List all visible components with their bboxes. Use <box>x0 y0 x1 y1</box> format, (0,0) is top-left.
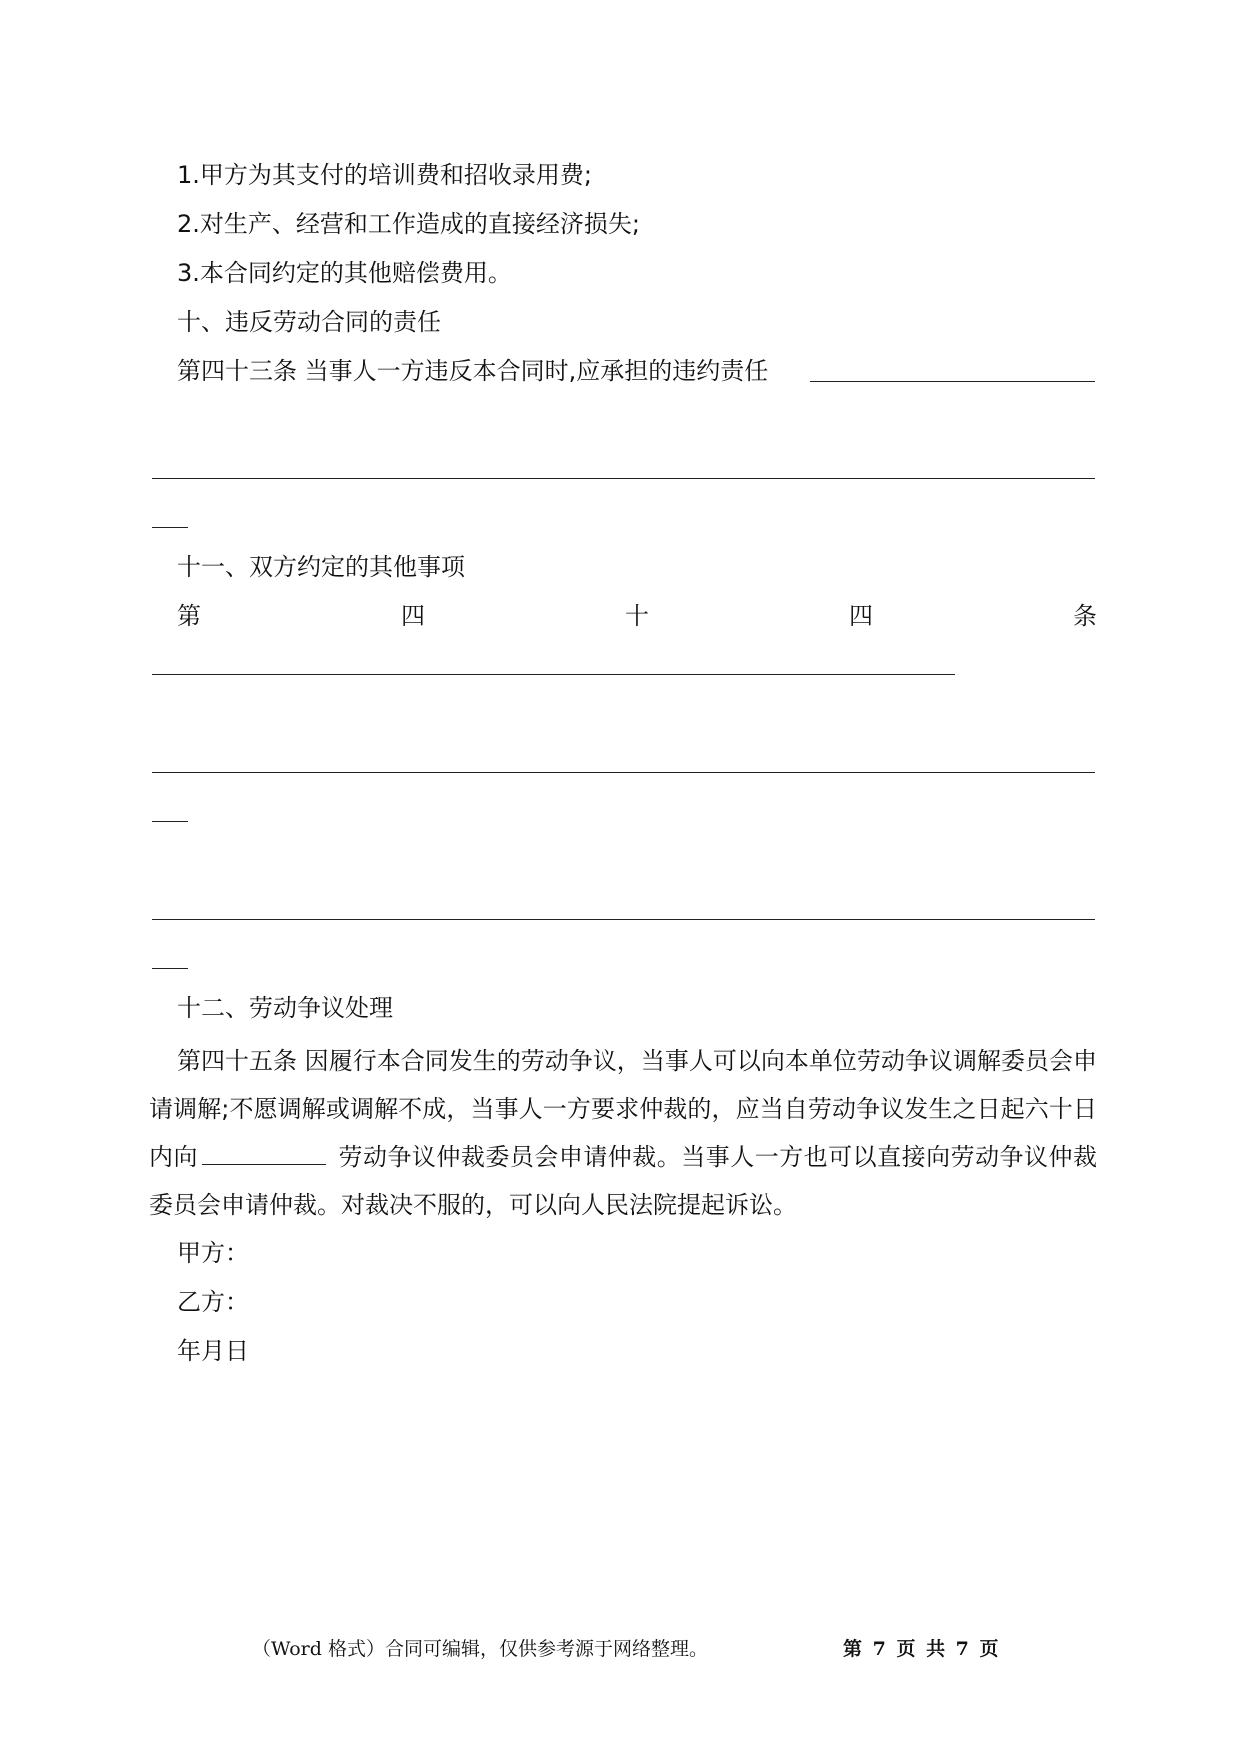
section-11-heading: 十一、双方约定的其他事项 <box>177 553 465 581</box>
fill-blank-line <box>152 919 1095 920</box>
article-44 <box>177 601 1097 631</box>
fill-blank-line <box>152 821 188 822</box>
fill-blank-line <box>152 674 955 675</box>
section-12-heading: 十二、劳动争议处理 <box>177 994 393 1022</box>
signature-date: 年月日 <box>177 1337 249 1365</box>
article-45-text-after: 劳动争议仲裁委员会申请仲裁。当事人一方也可以直接向劳动争议仲裁委员会申请仲裁。对裁决不服的，可以向人民法院提起诉讼。 <box>149 1143 1098 1219</box>
article-43: 第四十三条 当事人一方违反本合同时,应承担的违约责任 <box>177 357 769 385</box>
article-44-char: 第 <box>177 602 201 630</box>
fill-blank-line <box>152 527 188 528</box>
article-44-char: 条 <box>1073 602 1097 630</box>
article-45-text-before: 第四十五条 因履行本合同发生的劳动争议，当事人可以向本单位劳动争议调解委员会申请调解;不愿调解或调解不成，当事人一方要求仲裁的，应当自劳动争议发生之日起六十日内向 <box>149 1047 1097 1171</box>
fill-blank-line <box>810 381 1095 382</box>
section-10-heading: 十、违反劳动合同的责任 <box>177 308 441 336</box>
article-44-char: 四 <box>849 602 873 630</box>
footer-note: （Word 格式）合同可编辑，仅供参考源于网络整理。 <box>252 1638 708 1660</box>
item-1: 1.甲方为其支付的培训费和招收录用费; <box>177 161 592 189</box>
article-44-char: 十 <box>625 602 649 630</box>
item-2: 2.对生产、经营和工作造成的直接经济损失; <box>177 210 640 238</box>
fill-blank-line <box>152 968 188 969</box>
party-a-label: 甲方： <box>177 1239 249 1267</box>
item-3: 3.本合同约定的其他赔偿费用。 <box>177 259 512 287</box>
fill-blank-line <box>152 478 1095 479</box>
article-44-char: 四 <box>401 602 425 630</box>
footer-page-number: 第 7 页 共 7 页 <box>843 1638 999 1660</box>
party-b-label: 乙方： <box>177 1288 249 1316</box>
fill-blank-line <box>152 772 1095 773</box>
article-45 <box>149 1037 1097 1229</box>
fill-blank-line <box>202 1142 326 1165</box>
